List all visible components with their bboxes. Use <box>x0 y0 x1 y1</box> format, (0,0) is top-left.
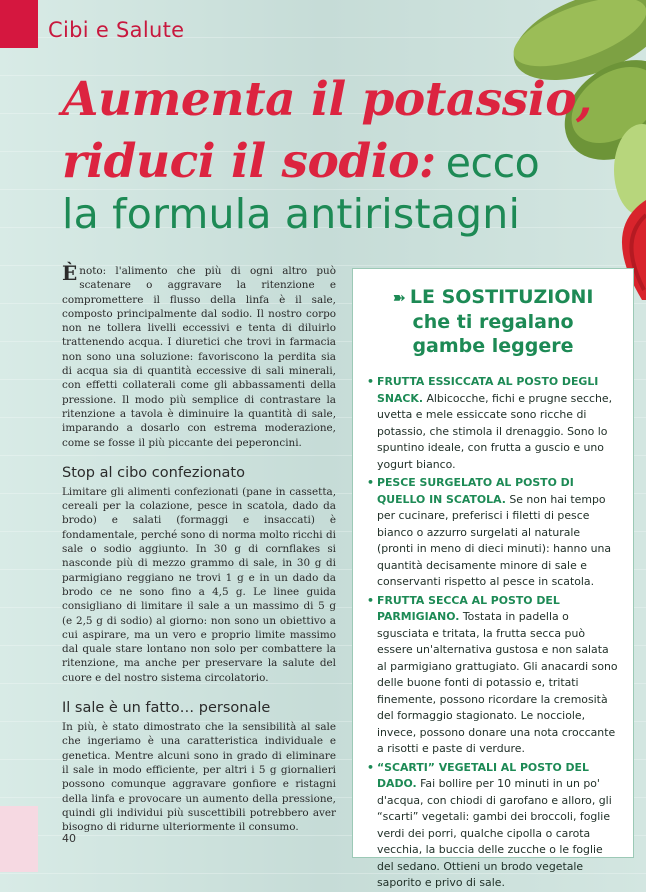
list-item: • FRUTTA SECCA AL POSTO DEL PARMIGIANO. Tostata in padella o sgusciata e tritata, la frutta secca può essere un'alternativa gustosa e non salata al parmigiano grattugiato. Gli anacardi sono delle buone fonti di potassio e, tritati finemente, possono ricordare la cremosità del formaggio stagionato. Le nocciole, invece, possono donare una nota croccante a risotti e paste di verdure. <box>367 593 618 755</box>
page-number: 40 <box>62 832 76 845</box>
section-color-tab <box>0 0 38 48</box>
substitution-list <box>367 374 619 892</box>
article-column <box>62 261 336 834</box>
arrow-right-icon: ➽ <box>392 288 406 307</box>
headline-line-2-red: riduci il sodio: <box>62 134 436 189</box>
paragraph-confezionato: Limitare gli alimenti confezionati (pane in cassetta, cereali per la colazione, pesce in scatola, dado da brodo) e salati (formaggi e insaccati) è fondamentale, perché sono di norma molto ricchi di sale o sodio aggiunto. In 30 g di cornflakes si nasconde più di mezzo grammo di sale, in 30 g di parmigiano reggiano ne trovi 1 g e in un dado da brodo ce ne sono fino a 4,5 g. Le linee guida consigliano di limitare il sale a un massimo di 5 g (e 2,5 g di sodio) al giorno: non sono un obiettivo a cui aspirare, ma un vero e proprio limite massimo dal quale stare lontano non solo per combattere la ritenzione, ma anche per preservare la salute del cuore e del nostro sistema circolatorio. <box>62 485 336 684</box>
paragraph-personale: In più, è stato dimostrato che la sensibilità al sale che ingeriamo è una caratteristica individuale e genetica. Mentre alcuni sono in grado di eliminare il sale in modo efficiente, per altri i 5 g giornalieri possono comunque aggravare gonfiore e ristagni della linfa e provocare un aumento della pressione, quindi gli individui più suscettibili potrebbero aver bisogno di ridurne ulteriormente il consumo. <box>62 721 336 834</box>
subheading-stop-cibo: Stop al cibo confezionato <box>62 464 245 481</box>
list-item: • PESCE SURGELATO AL POSTO DI QUELLO IN SCATOLA. Se non hai tempo per cucinare, preferisci i filetti di pesce bianco o azzurro surgelati al naturale (pronti in meno di dieci minuti): hanno una quantità decisamente minore di sale e conservanti rispetto al pesce in scatola. <box>367 476 612 588</box>
headline-line-3: la formula antiristagni <box>62 190 521 238</box>
drop-cap: È <box>62 261 78 285</box>
headline-line-2 <box>62 134 539 189</box>
intro-paragraph: Ènoto: l'alimento che più di ogni altro può scatenare o aggravare la ritenzione e compromettere il flusso della linfa è il sale, composto principalmente dal sodio. Il nostro corpo non ne tollera livelli eccessivi e tenta di diluirlo trattenendo acqua. I diuretici che trovi in farmacia non sono una soluzione: favoriscono la perdita sia di acqua sia di quantità eccessive di sali minerali, con effetti collaterali come gli abbassamenti della pressione. Il modo più semplice di contrastare la ritenzione a tavola è diminuire la quantità di sale, imparando a dosarlo con estrema moderazione, come se fosse il più piccante dei peperoncini. <box>62 261 336 449</box>
list-item: • FRUTTA ESSICCATA AL POSTO DEGLI SNACK. Albicocche, fichi e prugne secche, uvetta e mele essiccate sono ricche di potassio, che stimola il drenaggio. Sono lo spuntino ideale, con frutta a guscio e uno yogurt bianco. <box>367 375 613 471</box>
page-corner-tab <box>0 806 38 872</box>
headline-line-2-green: ecco <box>445 139 540 187</box>
box-title: ➽ LE SOSTITUZIONI che ti regalano gambe leggere <box>392 286 594 357</box>
headline-line-1: Aumenta il potassio, <box>62 72 592 127</box>
section-label: Cibi e Salute <box>48 18 185 42</box>
subheading-sale-personale: Il sale è un fatto… personale <box>62 700 271 717</box>
sidebar-box-sostituzioni <box>352 268 634 889</box>
list-item: • “SCARTI” VEGETALI AL POSTO DEL DADO. Fai bollire per 10 minuti in un po' d'acqua, con chiodi di garofano e alloro, gli “scarti” vegetali: gambi dei broccoli, foglie verdi dei porri, qualche cipolla o carota vecchia, la buccia delle zucche o le foglie del sedano. Ottieni un brodo vegetale saporito e privo di sale. <box>367 760 612 889</box>
